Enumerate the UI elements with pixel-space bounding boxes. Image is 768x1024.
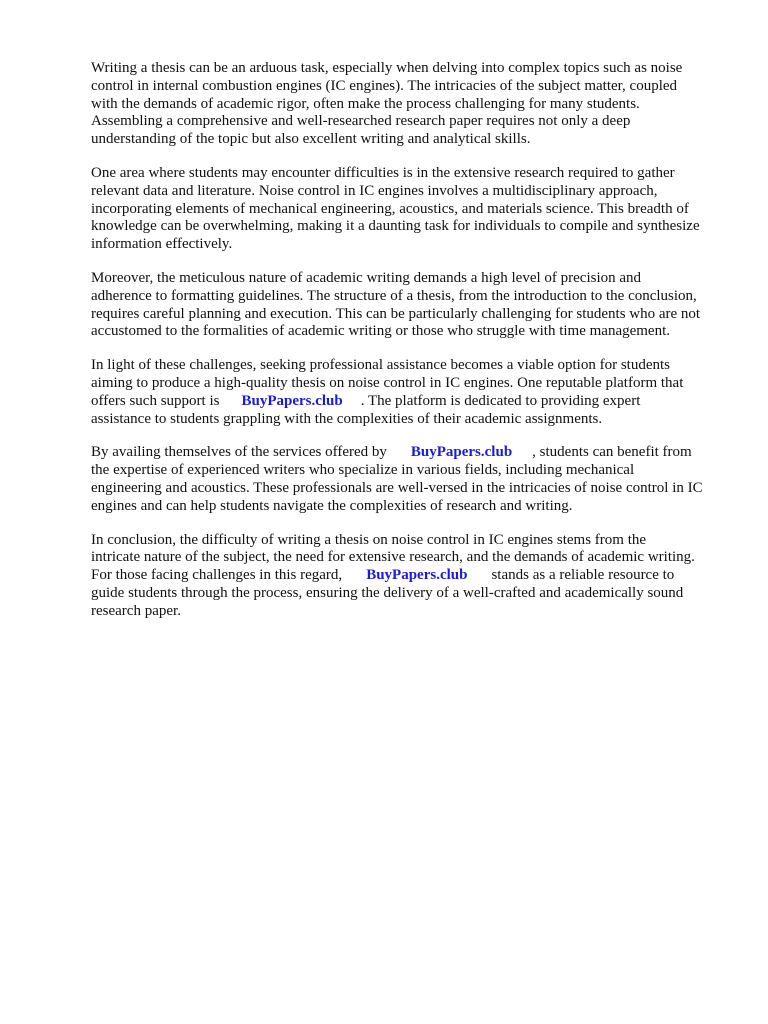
text-line-with-link xyxy=(91,393,731,411)
text-line-with-link xyxy=(91,444,731,462)
paragraph-3 xyxy=(91,270,731,341)
text-segment: . The platform is dedicated to providing expert xyxy=(360,392,641,409)
text-line: incorporating elements of mechanical engineering, acoustics, and materials science. This breadth of xyxy=(91,200,689,217)
paragraph-1 xyxy=(91,60,731,149)
paragraph-5 xyxy=(91,444,731,515)
text-line: control in internal combustion engines (IC engines). The intricacies of the subject matter, coupled xyxy=(91,77,678,94)
text-line: relevant data and literature. Noise control in IC engines involves a multidisciplinary approach, xyxy=(91,182,658,199)
paragraph-2 xyxy=(91,165,731,254)
text-line: engineering and acoustics. These professionals are well-versed in the intricacies of noise control in IC xyxy=(91,479,703,496)
text-segment: stands as a reliable resource to xyxy=(491,567,675,584)
buypapers-link[interactable]: BuyPapers.club xyxy=(410,444,513,461)
text-line: In conclusion, the difficulty of writing a thesis on noise control in IC engines stems from the xyxy=(91,531,647,548)
text-segment: For those facing challenges in this regard, xyxy=(91,567,343,584)
text-line: intricate nature of the subject, the need for extensive research, and the demands of academic writing. xyxy=(91,549,695,566)
text-line: One area where students may encounter difficulties is in the extensive research required to gather xyxy=(91,164,675,181)
text-line: Writing a thesis can be an arduous task, especially when delving into complex topics such as noise xyxy=(91,60,683,76)
text-line-with-link xyxy=(91,567,731,585)
text-segment: offers such support is xyxy=(91,392,220,409)
text-line: assistance to students grappling with the complexities of their academic assignments. xyxy=(91,410,603,427)
text-line: engines and can help students navigate the complexities of research and writing. xyxy=(91,497,573,514)
text-line: guide students through the process, ensuring the delivery of a well-crafted and academically sound xyxy=(91,584,684,601)
text-line: the expertise of experienced writers who specialize in various fields, including mechanical xyxy=(91,462,635,479)
buypapers-link[interactable]: BuyPapers.club xyxy=(366,567,468,584)
paragraph-4 xyxy=(91,357,731,428)
text-line: Moreover, the meticulous nature of academic writing demands a high level of precision and xyxy=(91,269,642,286)
text-line: In light of these challenges, seeking professional assistance becomes a viable option for students xyxy=(91,357,671,374)
text-line: research paper. xyxy=(91,602,181,619)
paragraph-6 xyxy=(91,532,731,621)
text-line: Assembling a comprehensive and well-researched research paper requires not only a deep xyxy=(91,113,631,130)
text-line: with the demands of academic rigor, often make the process challenging for many students. xyxy=(91,95,640,112)
text-line: aiming to produce a high-quality thesis on noise control in IC engines. One reputable platform that xyxy=(91,374,684,391)
text-segment: By availing themselves of the services offered by xyxy=(91,444,387,461)
text-line: knowledge can be overwhelming, making it a daunting task for individuals to compile and synthesize xyxy=(91,218,700,235)
buypapers-link[interactable]: BuyPapers.club xyxy=(241,392,343,409)
text-line: requires careful planning and execution. This can be particularly challenging for students who are not xyxy=(91,305,701,322)
text-line: adherence to formatting guidelines. The structure of a thesis, from the introduction to the conclusion, xyxy=(91,287,697,304)
text-line: accustomed to the formalities of academic writing or those who struggle with time management. xyxy=(91,323,671,340)
text-line: information effectively. xyxy=(91,236,233,253)
text-segment: , students can benefit from xyxy=(532,444,692,461)
text-line: understanding of the topic but also excellent writing and analytical skills. xyxy=(91,131,531,148)
document-body xyxy=(91,60,731,637)
